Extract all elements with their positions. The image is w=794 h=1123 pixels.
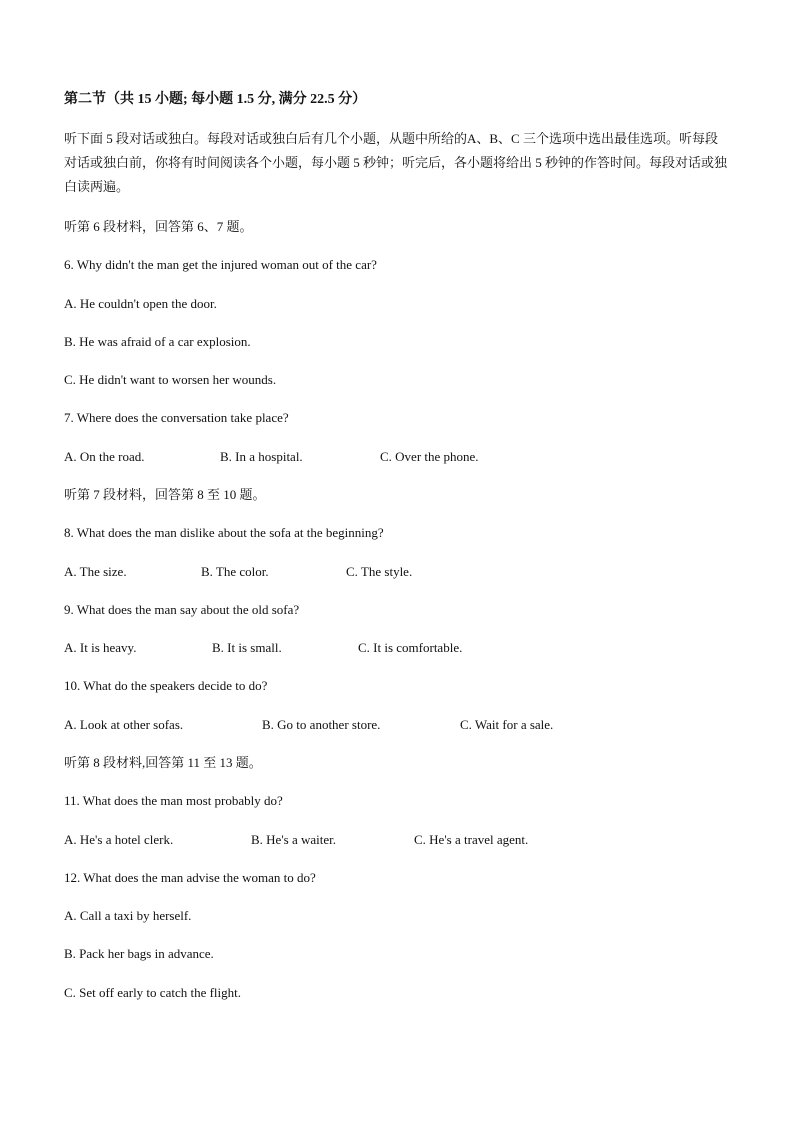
question-7-option-c: C. Over the phone.	[380, 449, 479, 464]
question-7-option-b: B. In a hospital.	[220, 449, 303, 464]
question-8-option-c: C. The style.	[346, 564, 413, 579]
question-12-option-b: B. Pack her bags in advance.	[64, 946, 214, 961]
question-6-option-a: A. He couldn't open the door.	[64, 296, 217, 311]
question-6-stem: 6. Why didn't the man get the injured woman out of the car?	[64, 257, 377, 272]
question-10-option-a: A. Look at other sofas.	[64, 717, 184, 732]
question-11-option-a: A. He's a hotel clerk.	[64, 832, 174, 847]
section-title: 第二节（共 15 小题; 每小题 1.5 分, 满分 22.5 分）	[64, 92, 367, 107]
question-12-stem: 12. What does the man advise the woman to do?	[64, 870, 316, 885]
instructions-paragraph: 听下面 5 段对话或独白。每段对话或独白后有几个小题，从题中所给的A、B、C 三个选项中选出最佳选项。听每段对话或独白前，你将有时间阅读各个小题，每小题 5 秒钟；听完后，各小题将给出 5 秒钟的作答时间。每段对话或独白读两遍。	[64, 131, 728, 194]
question-9-stem: 9. What does the man say about the old sofa?	[64, 602, 300, 617]
question-9-option-b: B. It is small.	[212, 640, 282, 655]
question-11-option-b: B. He's a waiter.	[251, 832, 337, 847]
question-8-stem: 8. What does the man dislike about the sofa at the beginning?	[64, 525, 384, 540]
question-10-stem: 10. What do the speakers decide to do?	[64, 678, 268, 693]
group-intro-8: 听第 8 段材料,回答第 11 至 13 题。	[64, 755, 262, 770]
question-8-option-a: A. The size.	[64, 564, 127, 579]
question-10-option-b: B. Go to another store.	[262, 717, 381, 732]
group-intro-7: 听第 7 段材料，回答第 8 至 10 题。	[64, 487, 266, 502]
question-11-stem: 11. What does the man most probably do?	[64, 793, 283, 808]
question-9-option-a: A. It is heavy.	[64, 640, 137, 655]
question-7-option-a: A. On the road.	[64, 449, 145, 464]
question-6-option-c: C. He didn't want to worsen her wounds.	[64, 372, 277, 387]
question-12-option-c: C. Set off early to catch the flight.	[64, 985, 242, 1000]
question-6-option-b: B. He was afraid of a car explosion.	[64, 334, 251, 349]
question-8-option-b: B. The color.	[201, 564, 269, 579]
question-12-option-a: A. Call a taxi by herself.	[64, 908, 192, 923]
question-11-option-c: C. He's a travel agent.	[414, 832, 529, 847]
group-intro-6: 听第 6 段材料，回答第 6、7 题。	[64, 219, 253, 234]
question-10-option-c: C. Wait for a sale.	[460, 717, 554, 732]
question-7-stem: 7. Where does the conversation take place?	[64, 410, 289, 425]
question-9-option-c: C. It is comfortable.	[358, 640, 463, 655]
